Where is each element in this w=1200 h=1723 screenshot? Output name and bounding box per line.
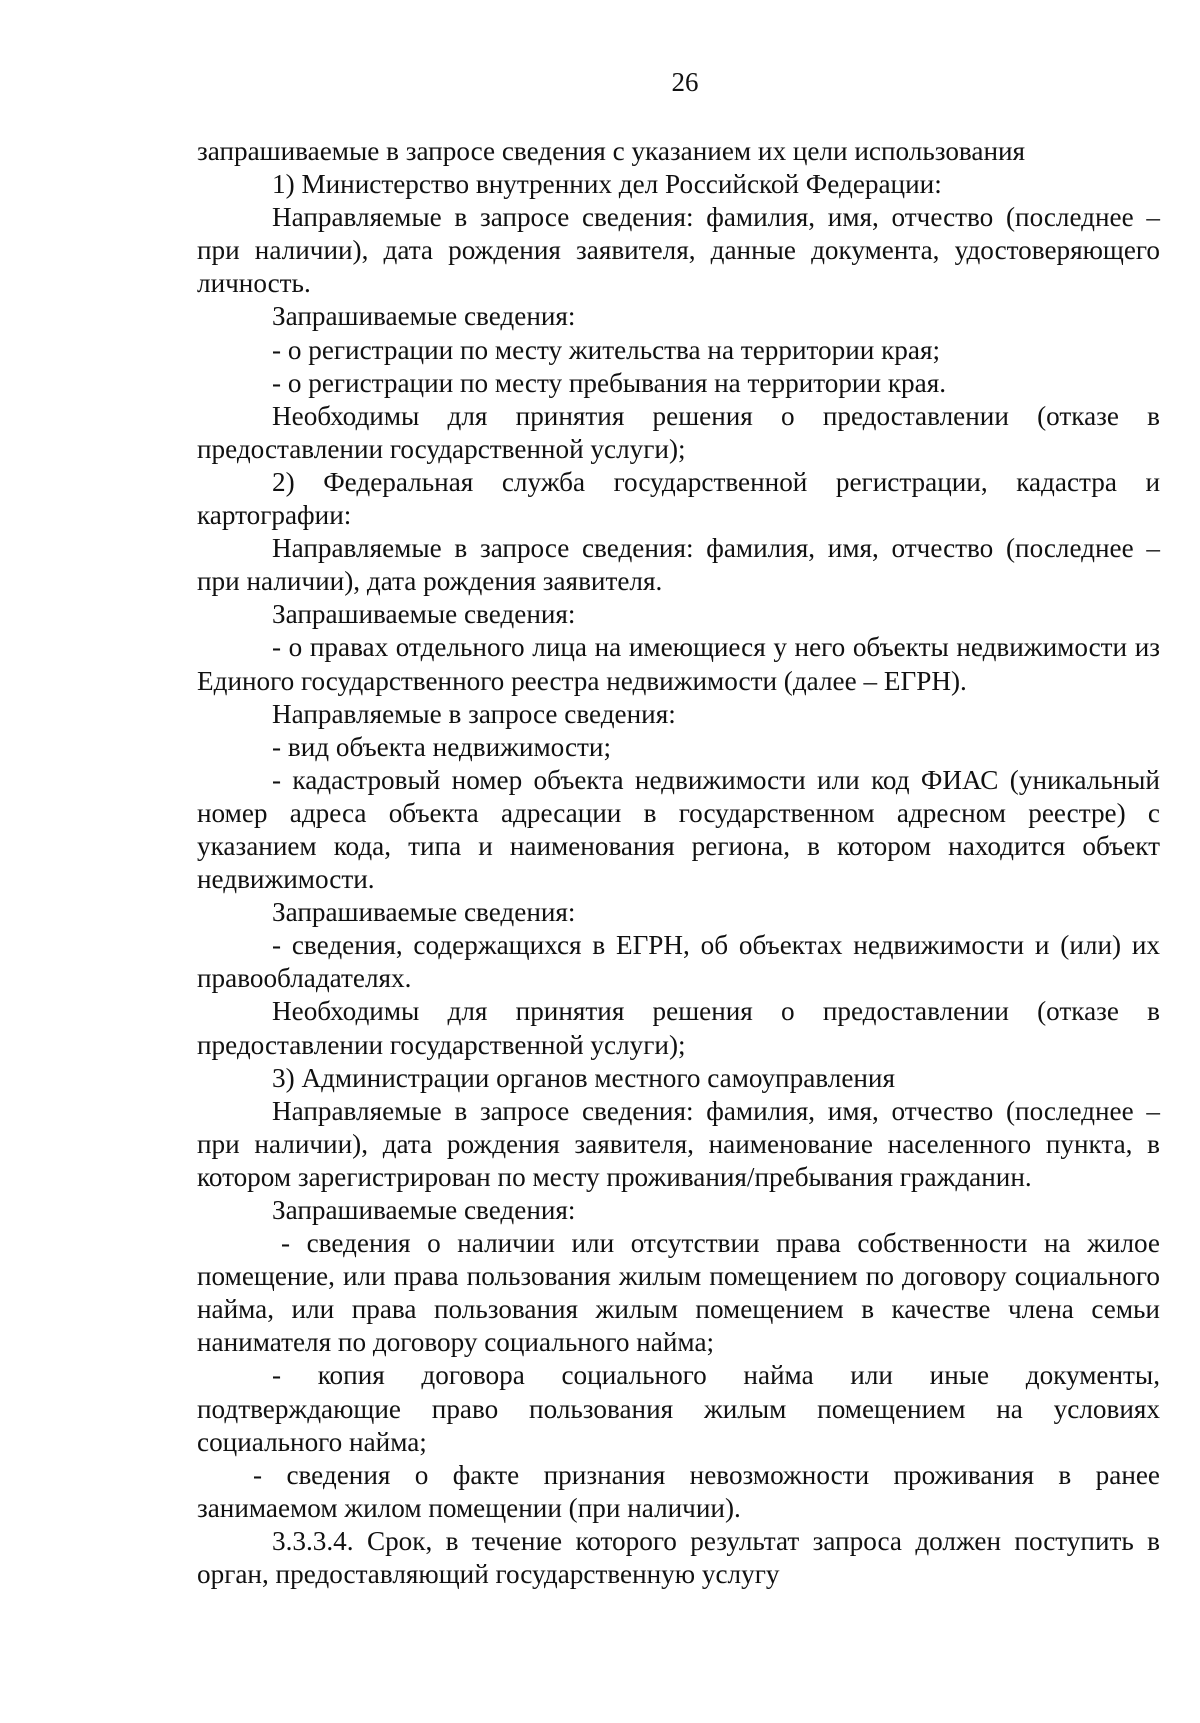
- paragraph-15: Запрашиваемые сведения:: [272, 897, 576, 928]
- paragraph-14: - кадастровый номер объекта недвижимости или код ФИАС (уникальный номер адреса объекта адресации в государственном адресном реестре) с указанием кода, типа и наименования региона, в котором находится объект недвижимости.: [197, 764, 1160, 895]
- paragraph-8: 2) Федеральная служба государственной регистрации, кадастра и картографии:: [197, 466, 1160, 531]
- paragraph-20: Запрашиваемые сведения:: [272, 1195, 576, 1225]
- paragraph-7: Необходимы для принятия решения о предоставлении (отказе в предоставлении государственной услуги);: [197, 400, 1160, 464]
- paragraph-3: Направляемые в запросе сведения: фамилия, имя, отчество (последнее – при наличии), дата рождения заявителя, данные документа, удостоверяющего личность.: [197, 202, 1160, 299]
- paragraph-12: Направляемые в запросе сведения:: [272, 698, 676, 729]
- paragraph-6: - о регистрации по месту пребывания на территории края.: [272, 367, 946, 398]
- paragraph-11: - о правах отдельного лица на имеющиеся у него объекты недвижимости из Единого государственного реестра недвижимости (далее – ЕГРН).: [197, 632, 1160, 696]
- paragraph-22: - копия договора социального найма или иные документы, подтверждающие право пользования жилым помещением на условиях социального найма;: [197, 1360, 1160, 1457]
- paragraph-9: Направляемые в запросе сведения: фамилия, имя, отчество (последнее – при наличии), дата рождения заявителя.: [197, 533, 1160, 597]
- document-body: [197, 135, 1160, 1591]
- paragraph-10: Запрашиваемые сведения:: [272, 599, 576, 630]
- paragraph-23: - сведения о факте признания невозможности проживания в ранее занимаемом жилом помещении (при наличии).: [197, 1459, 1160, 1523]
- paragraph-21: - сведения о наличии или отсутствии права собственности на жилое помещение, или права пользования жилым помещением по договору социального найма, или права пользования жилым помещением в качестве члена семьи нанимателя по договору социального найма;: [197, 1228, 1160, 1358]
- paragraph-13: - вид объекта недвижимости;: [272, 731, 612, 762]
- paragraph-24: 3.3.3.4. Срок, в течение которого результат запроса должен поступить в орган, предоставляющий государственную услугу: [197, 1525, 1160, 1590]
- paragraph-5: - о регистрации по месту жительства на территории края;: [272, 334, 941, 365]
- paragraph-17: Необходимы для принятия решения о предоставлении (отказе в предоставлении государственной услуги);: [197, 996, 1160, 1060]
- paragraph-2: 1) Министерство внутренних дел Российской Федерации:: [272, 169, 942, 200]
- paragraph-4: Запрашиваемые сведения:: [272, 301, 576, 332]
- paragraph-16: - сведения, содержащихся в ЕГРН, об объектах недвижимости и (или) их правообладателях.: [197, 930, 1160, 994]
- paragraph-19: Направляемые в запросе сведения: фамилия, имя, отчество (последнее – при наличии), дата рождения заявителя, наименование населенного пункта, в котором зарегистрирован по месту проживания/пребывания гражданин.: [197, 1095, 1160, 1192]
- page-number: 26: [671, 67, 699, 97]
- paragraph-18: 3) Администрации органов местного самоуправления: [272, 1062, 895, 1093]
- paragraph-1: запрашиваемые в запросе сведения с указанием их цели использования: [197, 136, 1026, 166]
